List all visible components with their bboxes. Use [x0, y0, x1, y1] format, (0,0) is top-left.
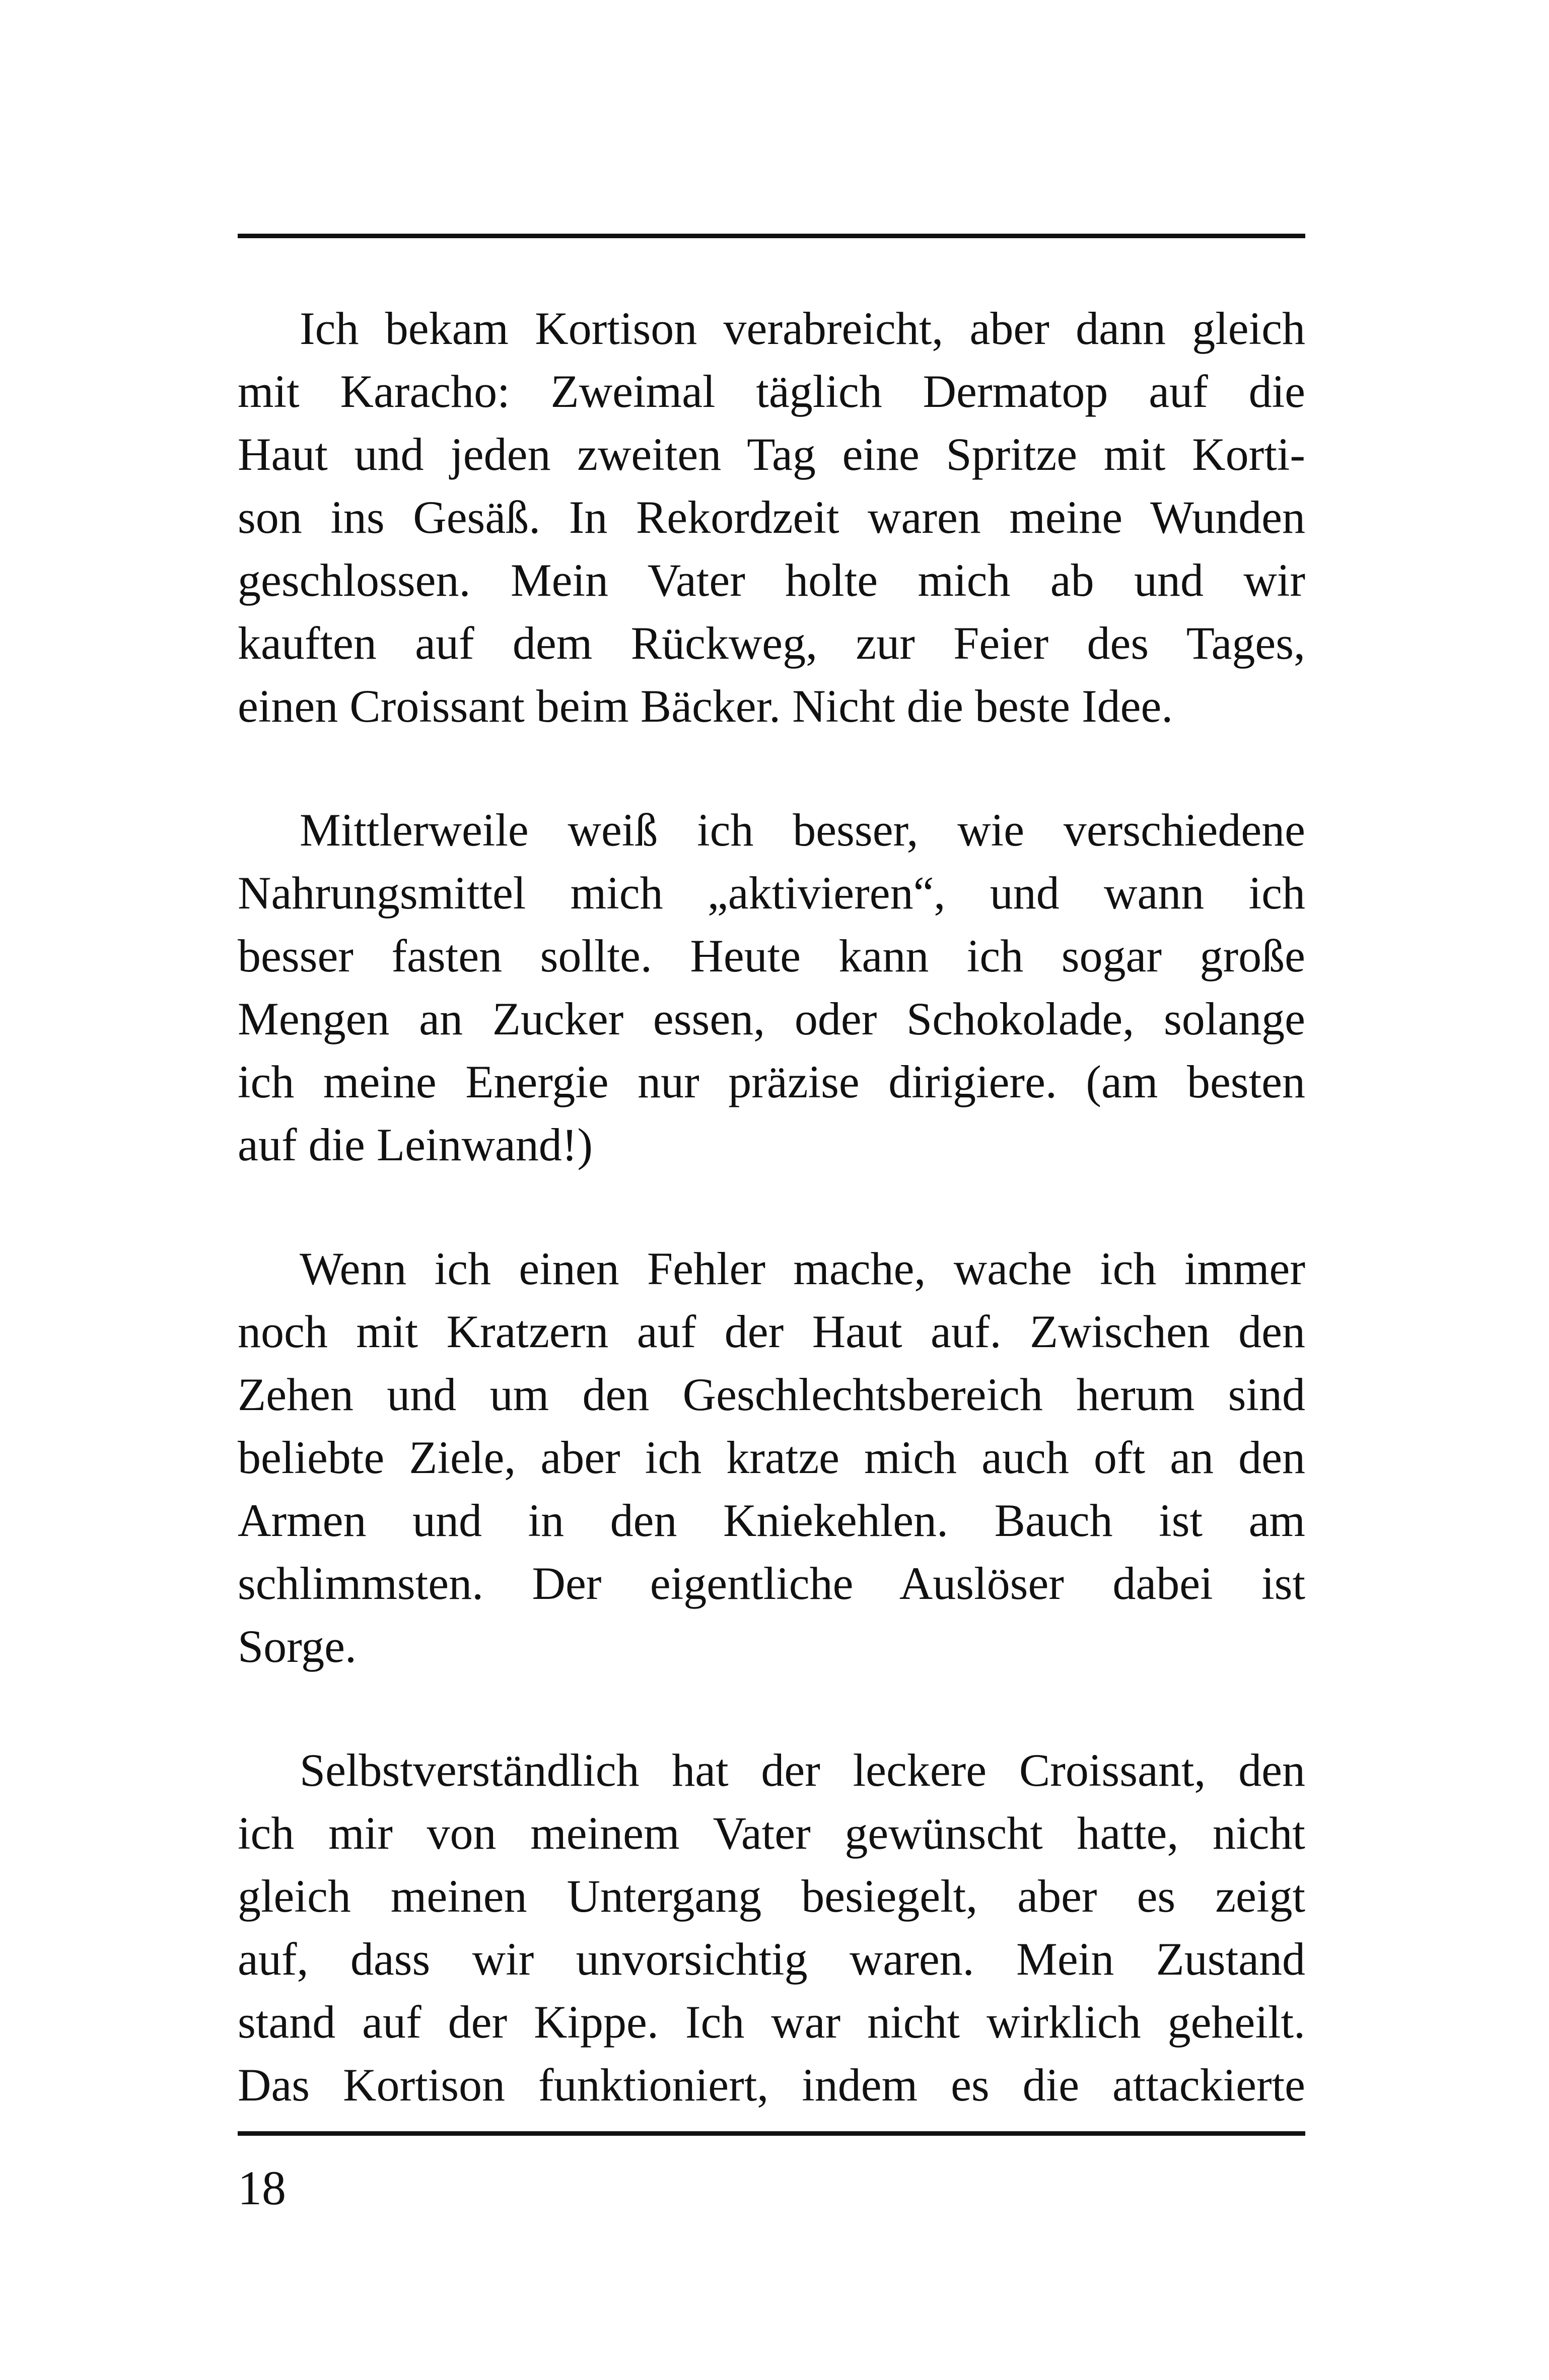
- text-line: Selbstverständlich hat der leckere Croissant, den: [300, 1744, 1305, 1796]
- body-text: [238, 297, 1305, 2178]
- paragraph-4: [238, 1739, 1305, 2117]
- text-line: noch mit Kratzern auf der Haut auf. Zwischen den: [238, 1306, 1305, 1357]
- text-line: beliebte Ziele, aber ich kratze mich auch oft an den: [238, 1432, 1305, 1483]
- paragraph-1: [238, 297, 1305, 738]
- text-line: Wenn ich einen Fehler mache, wache ich immer: [300, 1243, 1305, 1294]
- text-line: auf, dass wir unvorsichtig waren. Mein Zustand: [238, 1933, 1305, 1985]
- text-line: geschlossen. Mein Vater holte mich ab und wir: [238, 554, 1305, 606]
- text-line: son ins Gesäß. In Rekordzeit waren meine Wunden: [238, 492, 1305, 543]
- text-line: mit Karacho: Zweimal täglich Dermatop auf die: [238, 366, 1305, 417]
- paragraph-3: [238, 1237, 1305, 1678]
- text-line: auf die Leinwand!): [238, 1119, 593, 1170]
- text-line: Nahrungsmittel mich „aktivieren“, und wann ich: [238, 867, 1305, 919]
- text-line: stand auf der Kippe. Ich war nicht wirklich geheilt.: [238, 1996, 1305, 2048]
- text-line: einen Croissant beim Bäcker. Nicht die beste Idee.: [238, 680, 1173, 732]
- text-line: kauften auf dem Rückweg, zur Feier des Tages,: [238, 617, 1305, 669]
- footer-rule: [238, 2131, 1305, 2136]
- text-line: Mittlerweile weiß ich besser, wie verschiedene: [300, 804, 1305, 856]
- text-line: ich mir von meinem Vater gewünscht hatte, nicht: [238, 1807, 1305, 1859]
- page-number: 18: [238, 2161, 286, 2215]
- text-line: Zehen und um den Geschlechtsbereich herum sind: [238, 1369, 1305, 1420]
- text-line: gleich meinen Untergang besiegelt, aber es zeigt: [238, 1870, 1305, 1922]
- text-line: Haut und jeden zweiten Tag eine Spritze mit Korti-: [238, 429, 1305, 480]
- text-line: ich meine Energie nur präzise dirigiere. (am besten: [238, 1056, 1305, 1107]
- text-line: Sorge.: [238, 1621, 357, 1672]
- text-line: Armen und in den Kniekehlen. Bauch ist am: [238, 1495, 1305, 1546]
- text-line: Das Kortison funktioniert, indem es die attackierte: [238, 2059, 1305, 2111]
- header-rule: [238, 234, 1305, 238]
- text-line: schlimmsten. Der eigentliche Auslöser dabei ist: [238, 1558, 1305, 1609]
- text-line: besser fasten sollte. Heute kann ich sogar große: [238, 930, 1305, 982]
- text-line: Mengen an Zucker essen, oder Schokolade, solange: [238, 993, 1305, 1044]
- paragraph-2: [238, 799, 1305, 1176]
- text-line: Ich bekam Kortison verabreicht, aber dann gleich: [300, 303, 1305, 354]
